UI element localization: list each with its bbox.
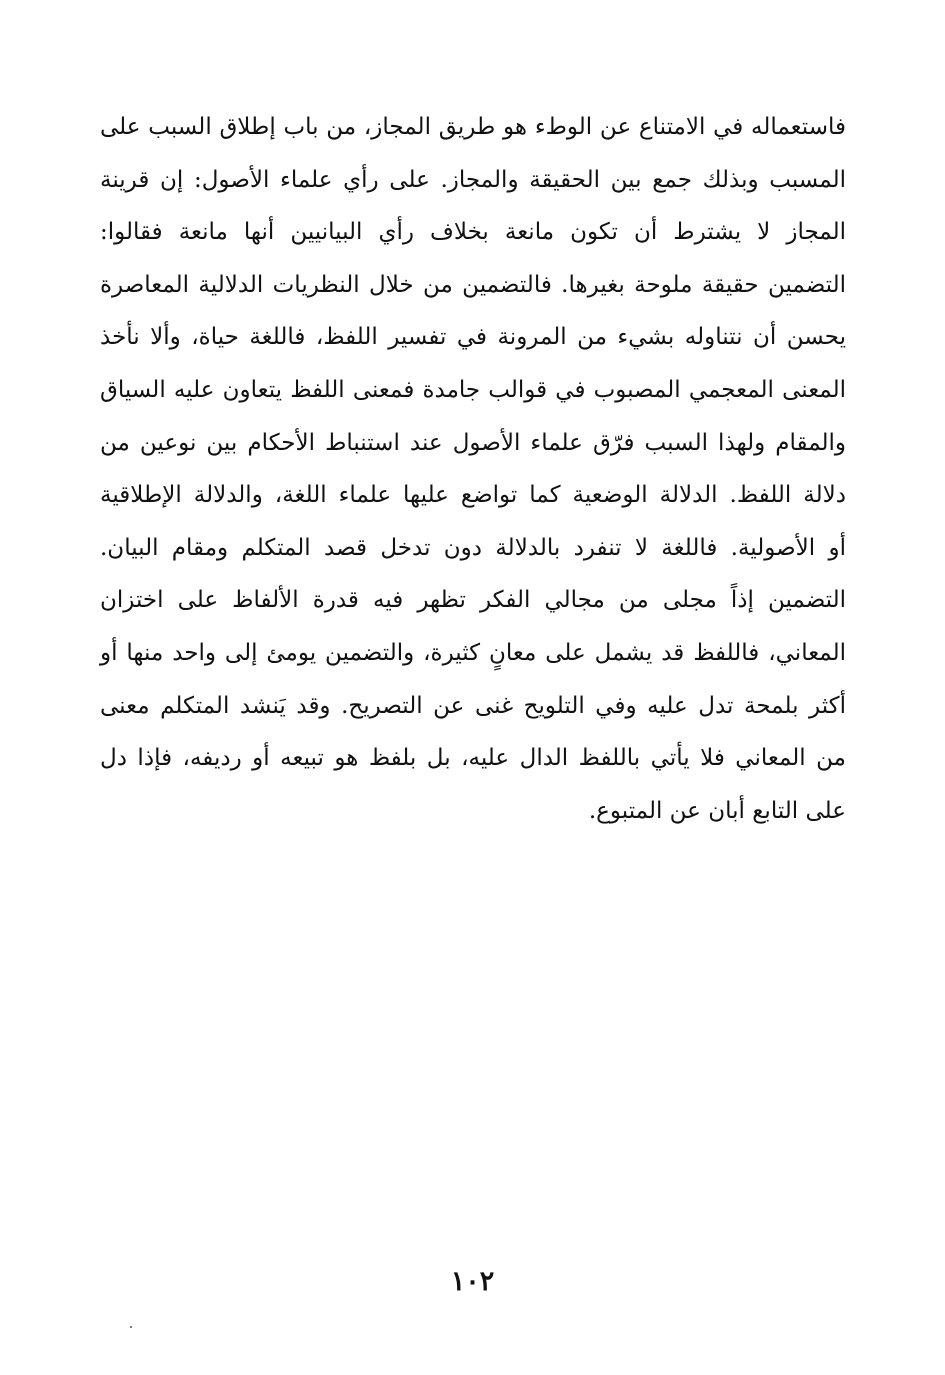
text-line-last: على التابع أبان عن المتبوع.: [588, 797, 846, 824]
body-paragraph: [100, 101, 846, 837]
text-line: أكثر بلمحة تدل عليه وفي التلويح غنى عن التصريح. وقد يَنشد المتكلم معنى: [100, 692, 846, 719]
text-line: المعاني، فاللفظ قد يشمل على معانٍ كثيرة، والتضمين يومئ إلى واحد منها أو: [100, 639, 846, 666]
text-line: فاستعماله في الامتناع عن الوطء هو طريق المجاز، من باب إطلاق السبب على: [100, 114, 846, 140]
page-number: ١٠٢: [450, 1266, 495, 1297]
text-line: من المعاني فلا يأتي باللفظ الدال عليه، بل بلفظ هو تبيعه أو رديفه، فإذا دل: [100, 745, 846, 772]
text-line: التضمين حقيقة ملوحة بغيرها. فالتضمين من خلال النظريات الدلالية المعاصرة: [100, 271, 846, 298]
text-line: التضمين إذاً مجلى من مجالي الفكر تظهر فيه قدرة الألفاظ على اختزان: [100, 587, 846, 614]
text-line: المجاز لا يشترط أن تكون مانعة بخلاف رأي البيانيين أنها مانعة فقالوا:: [100, 219, 846, 246]
text-line: المعنى المعجمي المصبوب في قوالب جامدة فمعنى اللفظ يتعاون عليه السياق: [100, 376, 846, 403]
text-line: أو الأصولية. فاللغة لا تنفرد بالدلالة دون تدخل قصد المتكلم ومقام البيان.: [100, 534, 846, 561]
text-line: دلالة اللفظ. الدلالة الوضعية كما تواضع عليها علماء اللغة، والدلالة الإطلاقية: [100, 482, 846, 509]
scan-speck: [130, 1326, 132, 1328]
text-line: يحسن أن نتناوله بشيء من المرونة في تفسير اللفظ، فاللغة حياة، وألا نأخذ: [100, 324, 846, 351]
text-line: المسبب وبذلك جمع بين الحقيقة والمجاز. على رأي علماء الأصول: إن قرينة: [100, 166, 846, 193]
text-line: والمقام ولهذا السبب فرّق علماء الأصول عند استنباط الأحكام بين نوعين من: [100, 429, 846, 456]
